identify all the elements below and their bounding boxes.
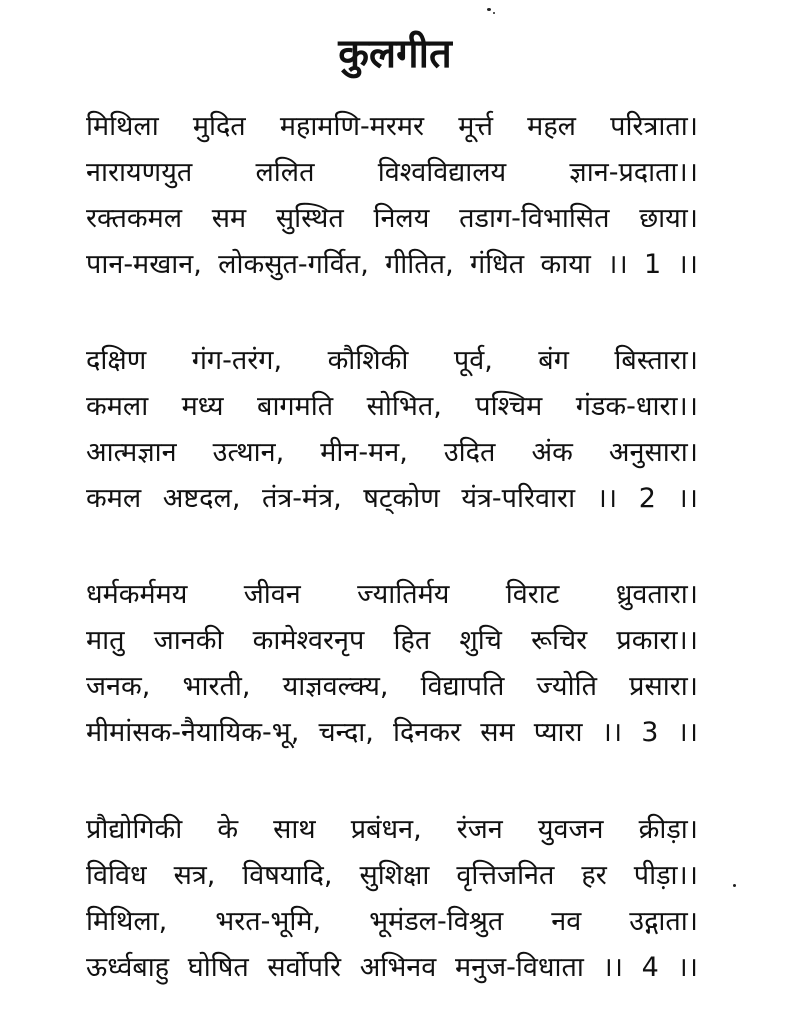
verse-line: विविध सत्र, विषयादि, सुशिक्षा वृत्तिजनित हर पीड़ा।।	[86, 860, 698, 891]
verse-line: दक्षिण गंग-तरंग, कौशिकी पूर्व, बंग बिस्तारा।	[86, 345, 698, 376]
verse-line: आत्मज्ञान उत्थान, मीन-मन, उदित अंक अनुसारा।	[86, 437, 698, 468]
page-title: कुलगीत	[338, 31, 452, 77]
verse-line: जनक, भारती, याज्ञवल्क्य, विद्यापति ज्योति प्रसारा।	[86, 671, 698, 702]
verse-line: मातु जानकी कामेश्वरनृप हित शुचि रूचिर प्रकारा।।	[86, 625, 698, 656]
verse-line: धर्मकर्ममय जीवन ज्यातिर्मय विराट ध्रुवतारा।	[86, 579, 698, 610]
verse-line: मिथिला मुदित महामणि-मरमर मूर्त्त महल परित्राता।	[86, 111, 698, 142]
scan-speck	[733, 884, 736, 887]
verse-line: प्रौद्योगिकी के साथ प्रबंधन, रंजन युवजन क्रीड़ा।	[86, 814, 698, 845]
stanza-2	[86, 338, 698, 522]
stanza-3	[86, 572, 698, 756]
verse-line: रक्तकमल सम सुस्थित निलय तडाग-विभासित छाया।	[86, 203, 698, 234]
verse-line: मीमांसक-नैयायिक-भू, चन्दा, दिनकर सम प्यारा ।। 3 ।।	[86, 717, 698, 748]
verse-line: कमल अष्टदल, तंत्र-मंत्र, षट्कोण यंत्र-परिवारा ।। 2 ।।	[86, 483, 698, 514]
verse-line: नारायणयुत ललित विश्वविद्यालय ज्ञान-प्रदाता।।	[86, 157, 698, 188]
verse-line: मिथिला, भरत-भूमि, भूमंडल-विश्रुत नव उद्गाता।	[86, 906, 698, 937]
stanza-1	[86, 104, 698, 288]
verse-line: पान-मखान, लोकसुत-गर्वित, गीतित, गंधित काया ।। 1 ।।	[86, 249, 698, 280]
scan-speck	[493, 12, 495, 14]
scan-speck	[487, 8, 491, 11]
verse-line: ऊर्ध्वबाहु घोषित सर्वोपरि अभिनव मनुज-विधाता ।। 4 ।।	[86, 952, 698, 983]
stanza-4	[86, 807, 698, 991]
verse-line: कमला मध्य बागमति सोभित, पश्चिम गंडक-धारा।।	[86, 391, 698, 422]
